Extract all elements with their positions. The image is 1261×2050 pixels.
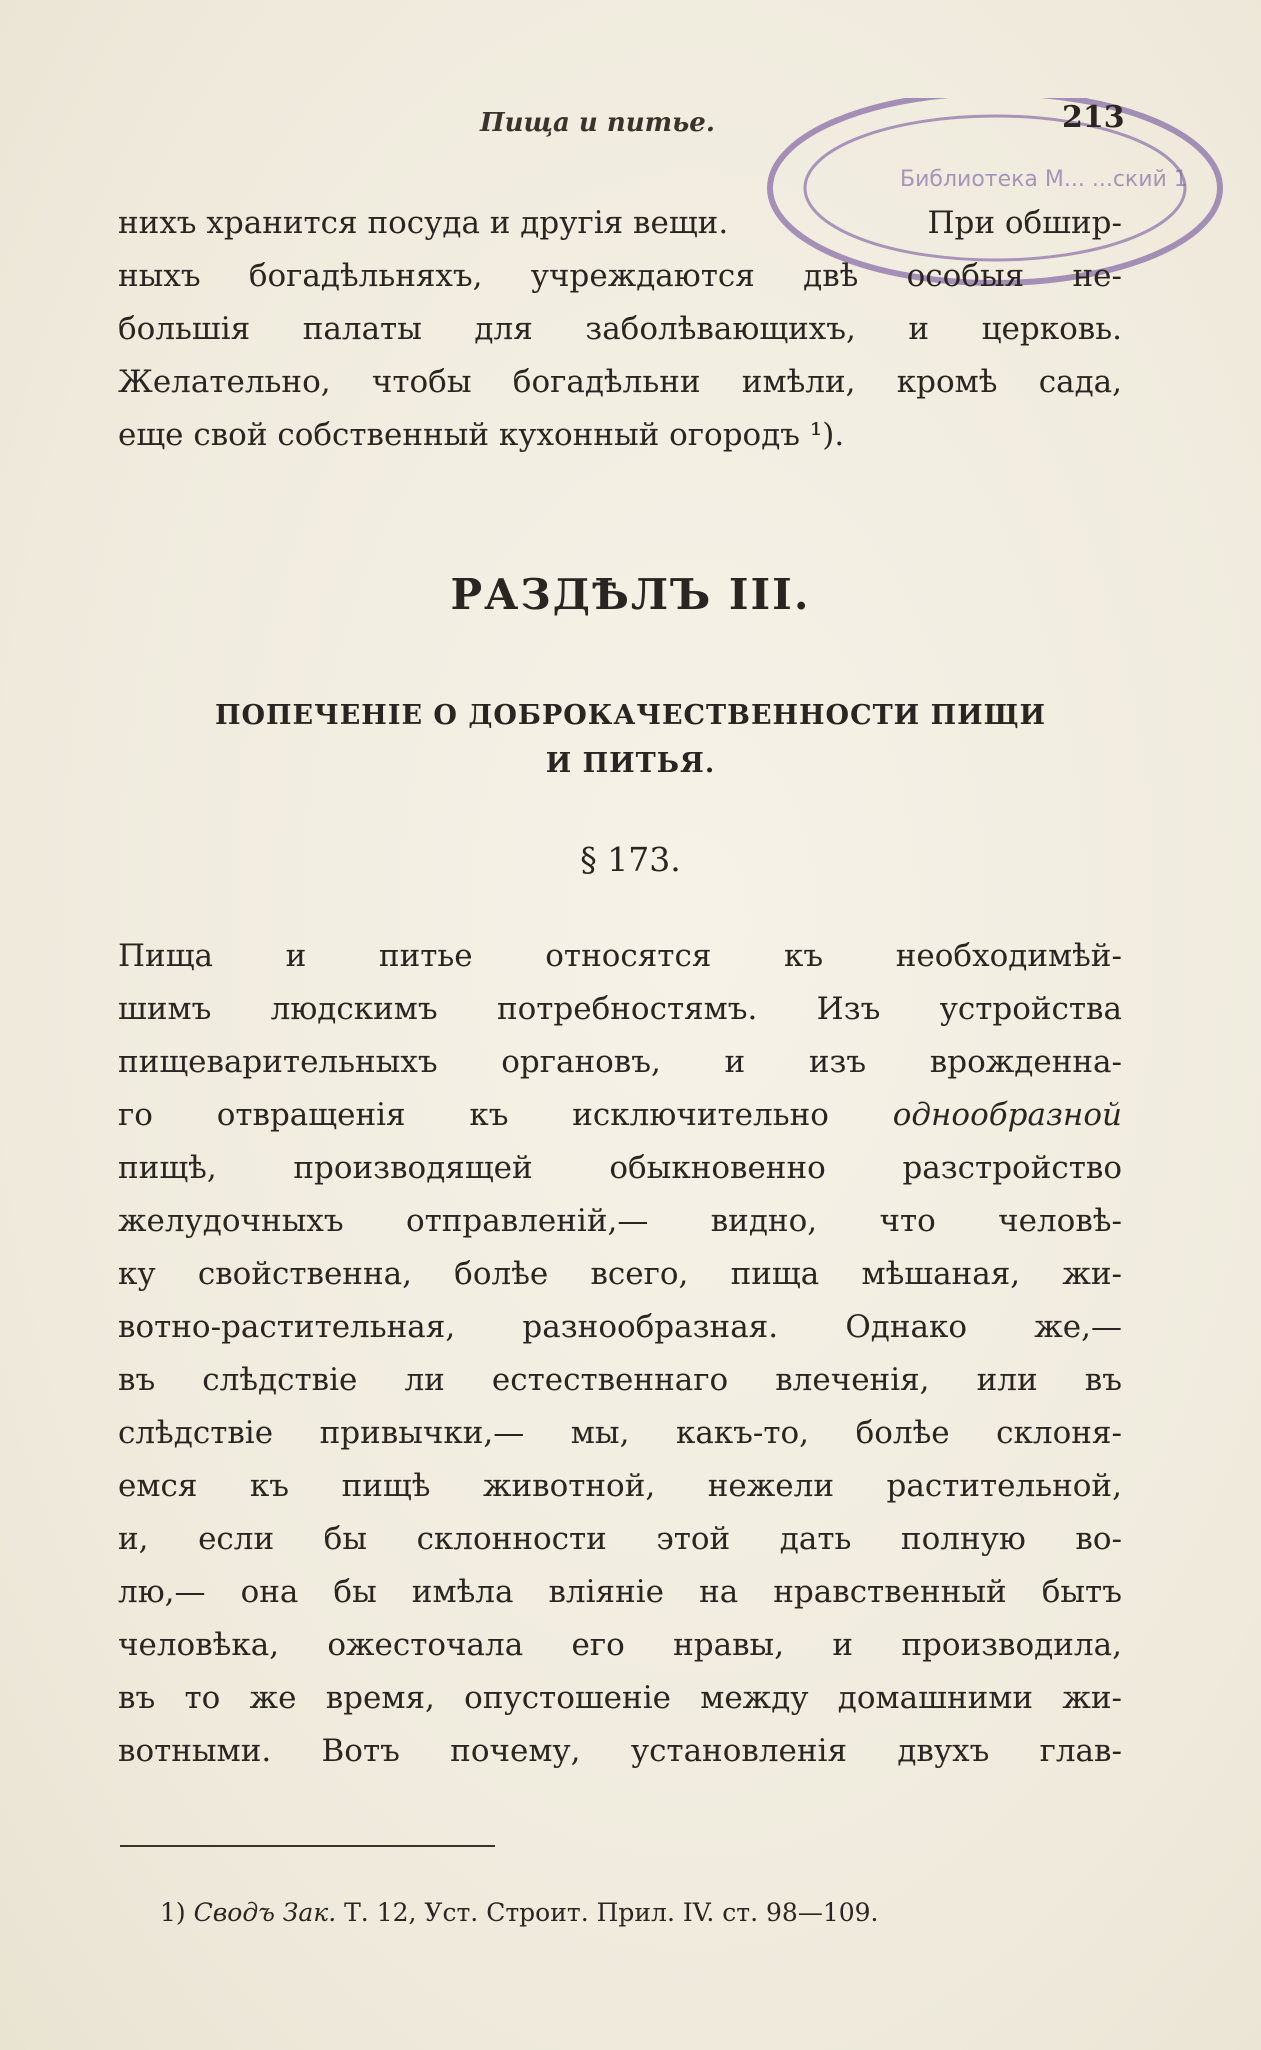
word: относятся	[545, 938, 712, 974]
word: кромѣ	[896, 364, 998, 400]
text-line	[118, 1301, 1122, 1354]
stamp-text: Библиотека М... ...ский 1	[900, 167, 1188, 192]
word: животной,	[482, 1468, 656, 1504]
word: нихъ хранится посуда и другія вещи.	[118, 205, 729, 241]
word: Однако	[845, 1309, 968, 1345]
word: питье	[378, 938, 473, 974]
word: и	[285, 938, 307, 974]
text-line	[118, 1619, 1122, 1672]
chapter-title-line-2: И ПИТЬЯ.	[545, 748, 716, 779]
word: чтобы	[371, 364, 472, 400]
text-line	[118, 1089, 1122, 1142]
word: влеченія,	[775, 1362, 930, 1398]
text-line	[118, 930, 1122, 983]
word: и	[724, 1044, 746, 1080]
text-line	[118, 1248, 1122, 1301]
word: сада,	[1038, 364, 1122, 400]
word: богадѣльняхъ,	[248, 258, 483, 294]
text-line	[118, 1142, 1122, 1195]
word: нравственный	[773, 1574, 1007, 1610]
word: бытъ	[1041, 1574, 1122, 1610]
word: этой	[656, 1521, 731, 1557]
word: слѣдствіе	[202, 1362, 358, 1398]
word: производила,	[901, 1627, 1122, 1663]
running-title: Пища и питье.	[480, 108, 715, 138]
word: разстройство	[902, 1150, 1122, 1186]
footnote-marker: 1)	[160, 1898, 186, 1927]
text-line	[118, 1407, 1122, 1460]
word: его	[571, 1627, 625, 1663]
word: склонности	[416, 1521, 607, 1557]
word: пищеварительныхъ	[118, 1044, 438, 1080]
text-line	[118, 983, 1122, 1036]
text-line	[118, 1672, 1122, 1725]
word: богадѣльни	[512, 364, 701, 400]
word: къ	[784, 938, 824, 974]
top-paragraph	[118, 197, 1122, 462]
word: ли	[404, 1362, 445, 1398]
word: болѣе	[454, 1256, 549, 1292]
section-title: РАЗДѢЛЪ III.	[450, 570, 811, 619]
word: отвращенія	[216, 1097, 406, 1133]
text-line	[118, 409, 1122, 462]
word: обыкновенно	[609, 1150, 826, 1186]
footnote-divider	[120, 1845, 495, 1847]
word: какъ-то,	[675, 1415, 810, 1451]
footnote-source: Сводъ Зак.	[193, 1898, 337, 1927]
word: въ	[118, 1362, 156, 1398]
word: домашними	[837, 1680, 1034, 1716]
word: и	[832, 1627, 854, 1663]
word: большія	[118, 311, 251, 347]
text-line	[118, 1036, 1122, 1089]
text-line	[118, 197, 1122, 250]
word: же,—	[1034, 1309, 1122, 1345]
word: человѣ-	[998, 1203, 1122, 1239]
word: естественнаго	[491, 1362, 729, 1398]
word: ожесточала	[327, 1627, 524, 1663]
word: между	[700, 1680, 809, 1716]
paragraph-number: § 173.	[580, 840, 681, 879]
text-line	[118, 1513, 1122, 1566]
word: человѣка,	[118, 1627, 280, 1663]
word: почему,	[450, 1733, 581, 1769]
word: пищѣ	[341, 1468, 431, 1504]
word: слѣдствіе	[118, 1415, 274, 1451]
word: въ	[1084, 1362, 1122, 1398]
page-header	[0, 100, 1261, 192]
word: для	[474, 311, 533, 347]
word: Изъ	[816, 991, 881, 1027]
word: особыя	[906, 258, 1025, 294]
text-line	[118, 1354, 1122, 1407]
word: мы,	[570, 1415, 630, 1451]
word: видно,	[710, 1203, 818, 1239]
word: что	[879, 1203, 936, 1239]
main-paragraph	[118, 930, 1122, 1778]
word: пищѣ,	[118, 1150, 217, 1186]
word: установленія	[630, 1733, 848, 1769]
word: полную	[900, 1521, 1026, 1557]
word: и	[908, 311, 930, 347]
word: желудочныхъ	[118, 1203, 344, 1239]
text-line	[118, 356, 1122, 409]
word: опустошеніе	[464, 1680, 671, 1716]
word: разнообразная.	[522, 1309, 779, 1345]
footnote	[160, 1898, 879, 1927]
word: людскимъ	[270, 991, 438, 1027]
word: производящей	[293, 1150, 533, 1186]
text-line	[118, 1725, 1122, 1778]
word: или	[976, 1362, 1038, 1398]
word: глав-	[1039, 1733, 1122, 1769]
word: вотно-растительная,	[118, 1309, 456, 1345]
word: растительной,	[886, 1468, 1122, 1504]
text-line	[118, 303, 1122, 356]
word: жи-	[1062, 1256, 1122, 1292]
word: въ	[118, 1680, 156, 1716]
word: учреждаются	[530, 258, 755, 294]
word: исключительно	[572, 1097, 829, 1133]
text-line	[118, 1566, 1122, 1619]
word: жи-	[1062, 1680, 1122, 1716]
word: шимъ	[118, 991, 212, 1027]
word: бы	[323, 1521, 368, 1557]
footnote-reference: Т. 12, Уст. Строит. Прил. IV. ст. 98—109.	[344, 1898, 879, 1927]
word: время,	[325, 1680, 435, 1716]
word: то	[184, 1680, 221, 1716]
word: привычки,—	[319, 1415, 525, 1451]
word-italic: однообразной	[892, 1097, 1122, 1133]
word: заболѣвающихъ,	[585, 311, 856, 347]
word: если	[198, 1521, 275, 1557]
word: необходимѣй-	[895, 938, 1122, 974]
word: вліяніе	[548, 1574, 665, 1610]
word: же	[249, 1680, 297, 1716]
word: свойственна,	[197, 1256, 412, 1292]
word: къ	[469, 1097, 509, 1133]
word: къ	[249, 1468, 290, 1504]
word: органовъ,	[501, 1044, 661, 1080]
word: Желательно,	[118, 364, 331, 400]
word: При обшир-	[927, 205, 1122, 241]
word: еще свой собственный кухонный огородъ ¹).	[118, 417, 845, 453]
chapter-title	[0, 692, 1261, 788]
word: лю,—	[118, 1574, 206, 1610]
word: ку	[118, 1256, 156, 1292]
word: болѣе	[855, 1415, 950, 1451]
word: устройства	[939, 991, 1122, 1027]
word: Вотъ	[321, 1733, 400, 1769]
word: она	[240, 1574, 299, 1610]
word: и,	[118, 1521, 149, 1557]
text-line	[118, 1460, 1122, 1513]
word: нравы,	[673, 1627, 785, 1663]
word: емся	[118, 1468, 198, 1504]
word: вотными.	[118, 1733, 272, 1769]
word: нежели	[707, 1468, 834, 1504]
page-number: 213	[1062, 100, 1125, 135]
word: имѣли,	[741, 364, 856, 400]
word: потребностямъ.	[496, 991, 758, 1027]
word: мѣшаная,	[861, 1256, 1021, 1292]
text-line	[118, 1195, 1122, 1248]
text-line	[118, 250, 1122, 303]
word: бы	[333, 1574, 377, 1610]
word: дать	[779, 1521, 852, 1557]
word: двухъ	[897, 1733, 990, 1769]
word: го	[118, 1097, 153, 1133]
word: всего,	[590, 1256, 689, 1292]
word: палаты	[302, 311, 422, 347]
word: во-	[1075, 1521, 1122, 1557]
word: не-	[1072, 258, 1122, 294]
word: двѣ	[803, 258, 859, 294]
word: на	[699, 1574, 739, 1610]
word: изъ	[808, 1044, 867, 1080]
word: пища	[730, 1256, 820, 1292]
word: врожденна-	[929, 1044, 1122, 1080]
word: отправленій,—	[405, 1203, 649, 1239]
chapter-title-line-1: ПОПЕЧЕНІЕ О ДОБРОКАЧЕСТВЕННОСТИ ПИЩИ	[214, 700, 1046, 731]
word: Пища	[118, 938, 213, 974]
word: ныхъ	[118, 258, 201, 294]
word: имѣла	[411, 1574, 514, 1610]
word: склоня-	[996, 1415, 1122, 1451]
word: церковь.	[981, 311, 1122, 347]
